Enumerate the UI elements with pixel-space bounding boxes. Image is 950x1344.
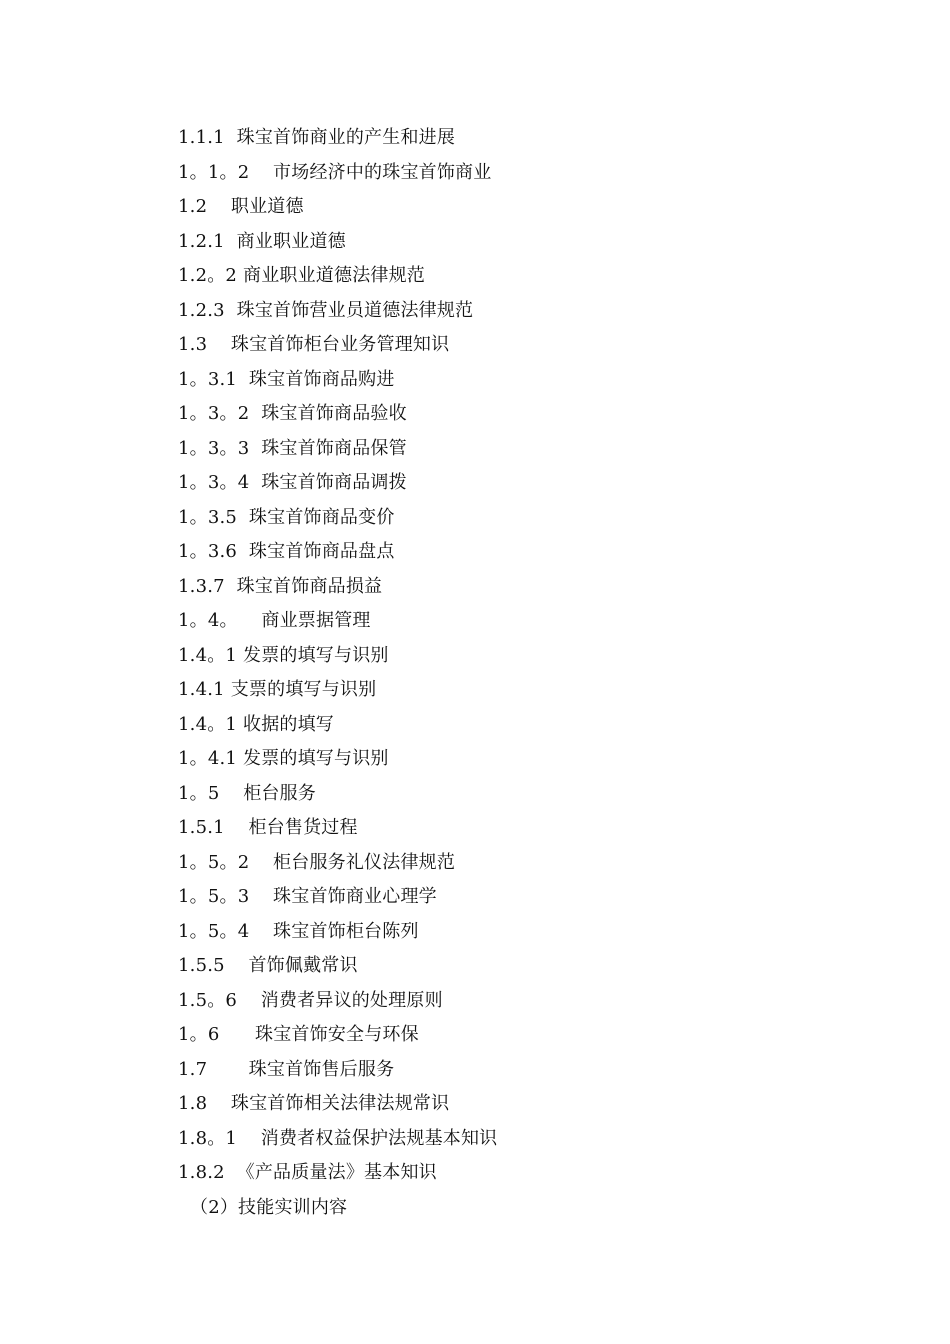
toc-item: 1.4.1 支票的填写与识别 [178, 679, 377, 700]
section-subheading: （2）技能实训内容 [190, 1196, 348, 1218]
toc-item: 1。5。4 珠宝首饰柜台陈列 [178, 920, 419, 942]
toc-item: 1.4。1 收据的填写 [178, 713, 334, 735]
toc-item: 1。3.1 珠宝首饰商品购进 [178, 368, 395, 390]
toc-item: 1.5。6 消费者异议的处理原则 [178, 989, 443, 1011]
toc-item: 1。3.5 珠宝首饰商品变价 [178, 506, 395, 528]
toc-item: 1.2.3 珠宝首饰营业员道德法律规范 [178, 299, 474, 321]
table-of-contents [178, 121, 878, 1225]
toc-item: 1.8.2 《产品质量法》基本知识 [178, 1162, 437, 1183]
toc-item: 1。5。2 柜台服务礼仪法律规范 [178, 851, 456, 873]
toc-item: 1.2 职业道德 [178, 196, 304, 217]
toc-item: 1.5.5 首饰佩戴常识 [178, 955, 358, 976]
toc-item: 1。4。 商业票据管理 [178, 610, 371, 631]
toc-item: 1。3。2 珠宝首饰商品验收 [178, 403, 407, 424]
toc-item: 1.8。1 消费者权益保护法规基本知识 [178, 1127, 498, 1149]
toc-item: 1.5.1 柜台售货过程 [178, 817, 358, 838]
toc-item: 1。6 珠宝首饰安全与环保 [178, 1024, 419, 1045]
toc-item: 1.3 珠宝首饰柜台业务管理知识 [178, 334, 450, 355]
toc-item: 1.8 珠宝首饰相关法律法规常识 [178, 1093, 450, 1114]
toc-item: 1。3.6 珠宝首饰商品盘点 [178, 541, 395, 562]
toc-item: 1.2.1 商业职业道德 [178, 230, 346, 252]
toc-item: 1.4。1 发票的填写与识别 [178, 644, 389, 666]
toc-item: 1。4.1 发票的填写与识别 [178, 748, 389, 769]
toc-item: 1.7 珠宝首饰售后服务 [178, 1058, 395, 1080]
toc-item: 1.2。2 商业职业道德法律规范 [178, 265, 425, 286]
toc-item: 1。5 柜台服务 [178, 782, 316, 804]
toc-item: 1.1.1 珠宝首饰商业的产生和进展 [178, 127, 456, 148]
toc-item: 1。3。4 珠宝首饰商品调拨 [178, 472, 407, 493]
toc-item: 1。1。2 市场经济中的珠宝首饰商业 [178, 161, 492, 183]
toc-item: 1。3。3 珠宝首饰商品保管 [178, 437, 407, 459]
toc-item: 1。5。3 珠宝首饰商业心理学 [178, 886, 437, 907]
toc-item: 1.3.7 珠宝首饰商品损益 [178, 575, 383, 597]
